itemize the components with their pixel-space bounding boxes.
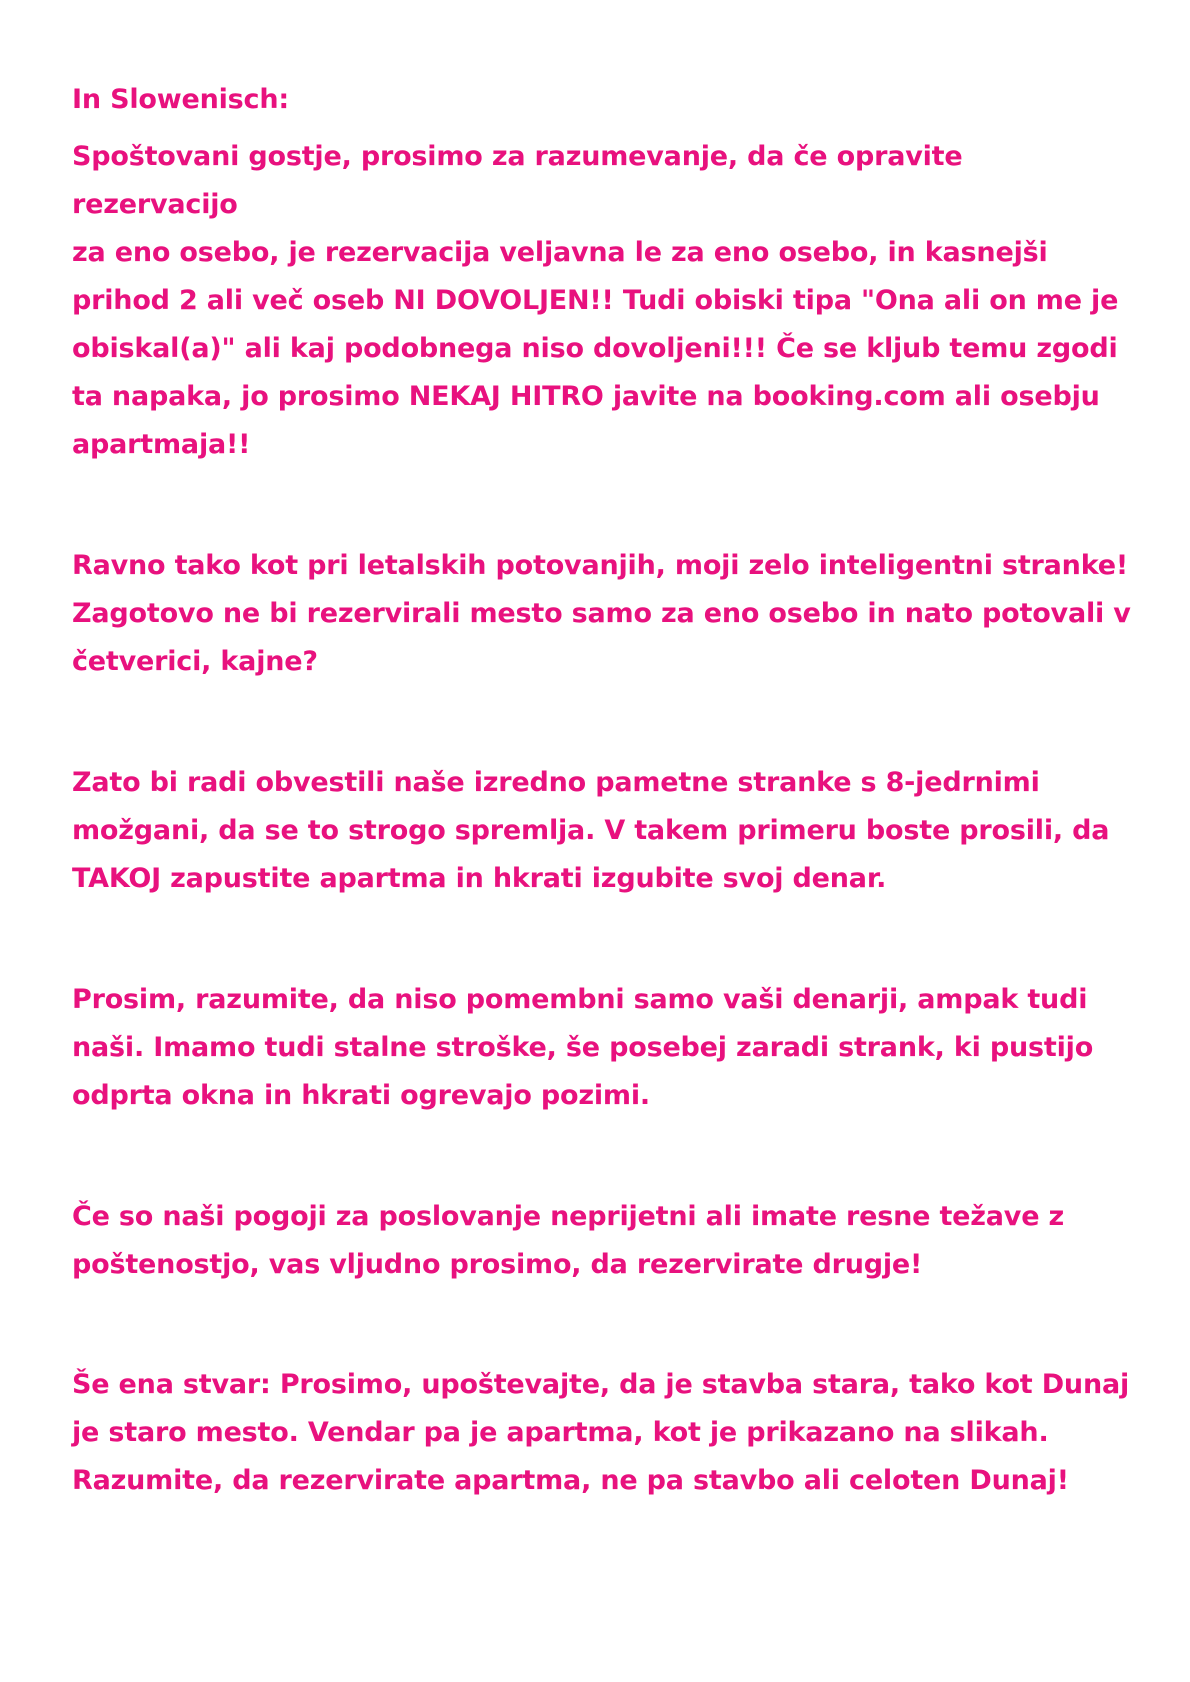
paragraph-monitoring-notice: Zato bi radi obvestili naše izredno pametne stranke s 8-jedrnimi možgani, da se to strogo spremlja. V takem primeru boste prosili, da TAKOJ zapustite apartma in hkrati izgubite svoj denar. <box>72 767 1110 894</box>
paragraph-costs: Prosim, razumite, da niso pomembni samo vaši denarji, ampak tudi naši. Imamo tudi stalne stroške, še posebej zaradi strank, ki pustijo odprta okna in hkrati ogrevajo pozimi. <box>72 984 1094 1111</box>
paragraph-flight-comparison: Ravno tako kot pri letalskih potovanjih, moji zelo inteligentni stranke! Zagotovo ne bi rezervirali mesto samo za eno osebo in nato potovali v četverici, kajne? <box>72 550 1131 677</box>
paragraph-spacer <box>72 1120 1132 1193</box>
paragraph-book-elsewhere: Če so naši pogoji za poslovanje neprijetni ali imate resne težave z poštenostjo, vas vljudno prosimo, da rezervirate drugje! <box>72 1201 1065 1280</box>
paragraph-spacer <box>72 1289 1132 1361</box>
paragraph-spacer <box>72 903 1132 976</box>
paragraph-reservation-rules: Spoštovani gostje, prosimo za razumevanje, da če opravite rezervacijo za eno osebo, je rezervacija veljavna le za eno osebo, in kasnejši prihod 2 ali več oseb NI DOVOLJEN!! Tudi obiski tipa "Ona ali on me je obiskal(a)" ali kaj podobnega niso dovoljeni!!! Če se kljub temu zgodi ta napaka, jo prosimo NEKAJ HITRO javite na booking.com ali osebju apartmaja!! <box>72 141 1119 460</box>
paragraph-spacer <box>72 469 1132 542</box>
document-body <box>72 76 1132 1505</box>
paragraph-spacer <box>72 686 1132 759</box>
language-heading: In Slowenisch: <box>72 84 289 115</box>
paragraph-old-building: Še ena stvar: Prosimo, upoštevajte, da je stavba stara, tako kot Dunaj je staro mesto. Vendar pa je apartma, kot je prikazano na slikah. Razumite, da rezervirate apartma, ne pa stavbo ali celoten Dunaj! <box>72 1369 1130 1496</box>
